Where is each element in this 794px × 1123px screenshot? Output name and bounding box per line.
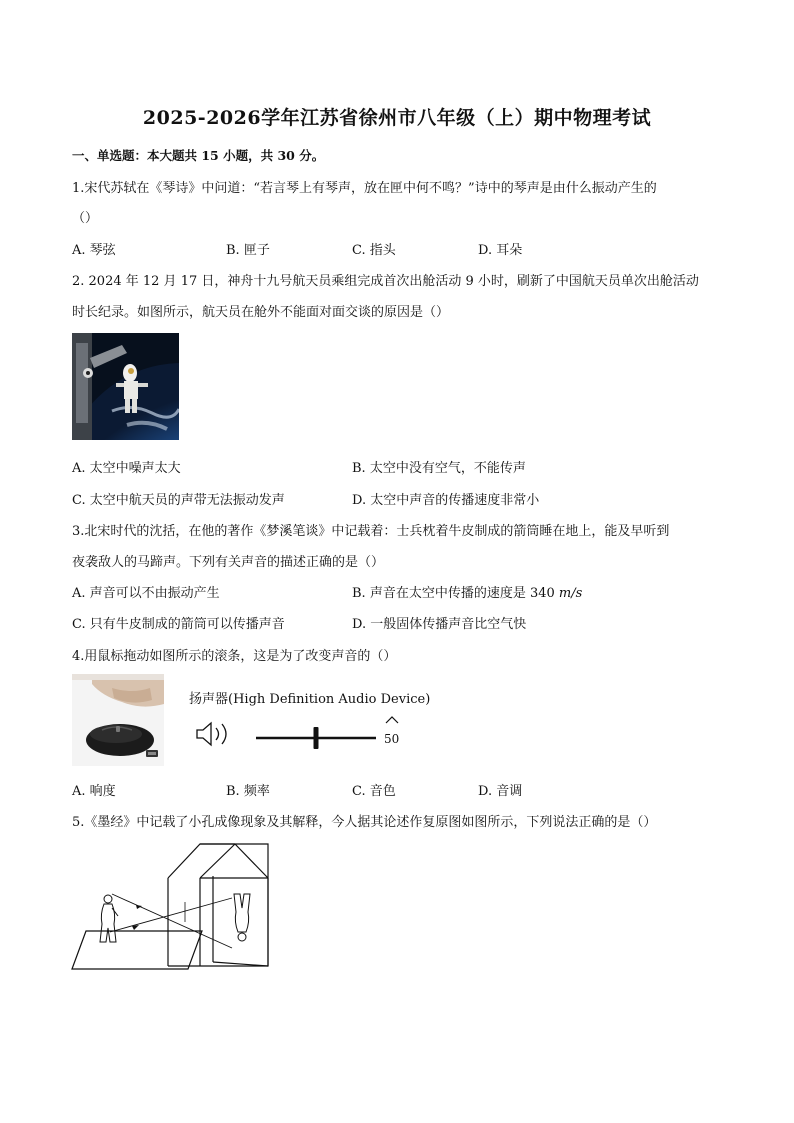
q3-stem-line2: 夜袭敌人的马蹄声。下列有关声音的描述正确的是（） [72,555,385,570]
q2-option-c[interactable]: C. 太空中航天员的声带无法振动发声 [72,493,285,508]
q2-option-d[interactable]: D. 太空中声音的传播速度非常小 [352,493,540,508]
q4-stem: 4.用鼠标拖动如图所示的滚条，这是为了改变声音的（） [72,649,397,664]
q4-option-a[interactable]: A. 响度 [72,784,116,799]
q1-option-d[interactable]: D. 耳朵 [478,243,523,258]
mouse-photo [72,674,164,766]
inverted-image [234,894,250,941]
q3-option-b-text: B. 声音在太空中传播的速度是 340 [352,586,559,601]
q2-stem-line1: 2. 2024 年 12 月 17 日，神舟十九号航天员乘组完成首次出舱活动 9 小时，刷新了中国航天员单次出舱活动 [72,274,699,289]
q3-option-a[interactable]: A. 声音可以不由振动产生 [72,586,220,601]
q3-option-c[interactable]: C. 只有牛皮制成的箭筒可以传播声音 [72,617,285,632]
speaker-icon[interactable] [197,723,226,745]
q5-stem: 5.《墨经》中记载了小孔成像现象及其解释，今人据其论述作复原图如图所示，下列说法正确的是（） [72,815,657,830]
pinhole-camera-diagram [70,842,272,972]
q1-option-a[interactable]: A. 琴弦 [72,243,116,258]
arrowheads [132,905,142,930]
q3-option-b-unit: m/s [558,586,583,601]
q2-option-a[interactable]: A. 太空中噪声太大 [72,461,181,476]
q2-stem-line2: 时长纪录。如图所示，航天员在舱外不能面对面交谈的原因是（） [72,305,450,320]
person-figure [100,895,118,942]
exam-title: 2025-2026学年江苏省徐州市八年级（上）期中物理考试 [142,107,652,129]
q4-option-d[interactable]: D. 音调 [478,784,523,799]
section-heading: 一、单选题：本大题共 15 小题，共 30 分。 [72,148,325,163]
chevron-up-icon[interactable] [386,717,398,723]
q1-stem-line2: （） [72,211,99,226]
q1-stem-line1: 1.宋代苏轼在《琴诗》中问道：“若言琴上有琴声，放在匣中何不鸣？”诗中的琴声是由什么振动产生的 [72,181,657,196]
q1-option-b[interactable]: B. 匣子 [226,243,270,258]
q2-option-b[interactable]: B. 太空中没有空气，不能传声 [352,461,526,476]
q3-option-d[interactable]: D. 一般固体传播声音比空气快 [352,617,527,632]
volume-thumb[interactable] [314,727,319,749]
volume-value: 50 [384,732,400,746]
q3-stem-line1: 3.北宋时代的沈括，在他的著作《梦溪笔谈》中记载着：士兵枕着牛皮制成的箭筒睡在地上，能及早听到 [72,524,670,539]
astronaut-photo [72,333,179,440]
q4-option-b[interactable]: B. 频率 [226,784,270,799]
q1-option-c[interactable]: C. 指头 [352,243,396,258]
q4-option-c[interactable]: C. 音色 [352,784,396,799]
audio-device-label: 扬声器(High Definition Audio Device) [189,692,431,707]
q3-option-b[interactable] [352,582,582,601]
volume-slider-figure [193,714,403,754]
